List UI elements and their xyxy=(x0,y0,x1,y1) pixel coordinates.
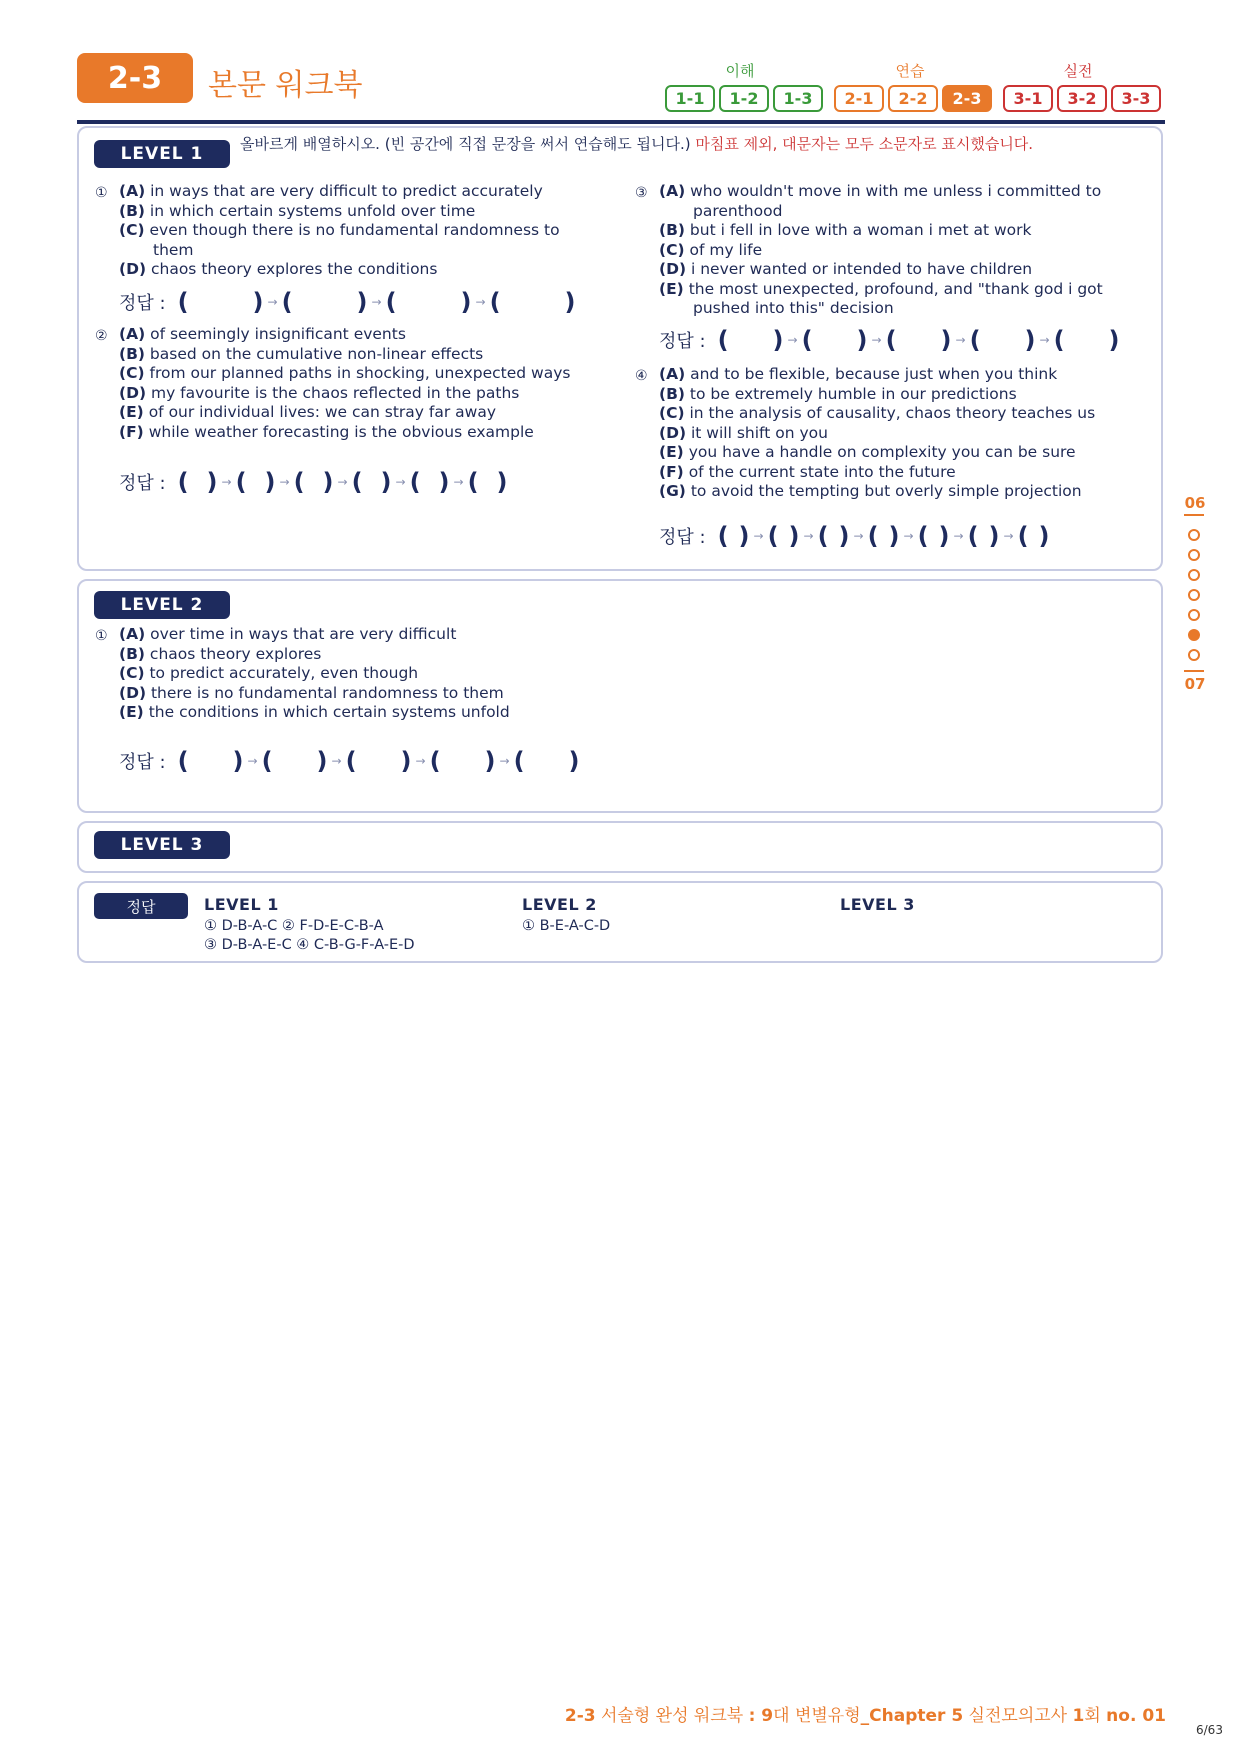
page-number: 6/63 xyxy=(1196,1723,1223,1737)
level1-question-2 xyxy=(95,325,599,442)
question-number: ① xyxy=(95,185,108,201)
instruction-text: 올바르게 배열하시오. (빈 공간에 직접 문장을 써서 연습해도 됩니다.) xyxy=(240,135,691,153)
page-title: 본문 워크북 xyxy=(208,68,363,103)
option-letter: (F) xyxy=(659,462,684,481)
option-letter: (B) xyxy=(119,644,145,663)
option-text: over time in ways that are very difficult xyxy=(150,625,457,643)
side-nav-dot[interactable] xyxy=(1188,589,1200,601)
option-letter: (D) xyxy=(659,423,687,442)
level1-label: LEVEL 1 xyxy=(94,140,230,168)
option-letter: (B) xyxy=(119,344,145,363)
level2-q1-answer-row[interactable]: 정답 : ( ) → ( ) → ( ) → ( ) → ( ) xyxy=(119,747,580,775)
option-letter: (D) xyxy=(119,383,147,402)
level2-label: LEVEL 2 xyxy=(94,591,230,619)
tab-1-2[interactable]: 1-2 xyxy=(719,85,769,112)
option-text: chaos theory explores the conditions xyxy=(150,260,438,278)
footer-number: no. 01 xyxy=(1106,1706,1166,1726)
tab-3-3[interactable]: 3-3 xyxy=(1111,85,1161,112)
group-label-real: 실전 xyxy=(1063,62,1093,80)
option-text: to predict accurately, even though xyxy=(149,664,419,682)
level1-panel xyxy=(77,126,1163,571)
option-letter: (E) xyxy=(119,403,144,421)
level1-q3-answer-row[interactable]: 정답 : ( ) → ( ) → ( ) → ( ) → ( ) xyxy=(659,326,1120,354)
group-label-practice: 연습 xyxy=(895,62,925,80)
option-letter: (D) xyxy=(119,260,147,278)
side-nav-top-rule xyxy=(1184,514,1204,516)
answer-label: 정답 : xyxy=(119,473,166,494)
answer-label: 정답 : xyxy=(659,527,706,548)
footer-text: : 9 xyxy=(748,1706,774,1726)
option-text: of seemingly insignificant events xyxy=(150,325,406,343)
question-number: ① xyxy=(95,628,108,644)
instruction-note: 마침표 제외, 대문자는 모두 소문자로 표시했습니다. xyxy=(690,135,1034,153)
level1-q1-answer-row[interactable]: 정답 : ( ) → ( ) → ( ) → ( ) xyxy=(119,288,576,316)
tab-2-2[interactable]: 2-2 xyxy=(888,85,938,112)
side-nav-dot[interactable] xyxy=(1188,549,1200,561)
option-text: who wouldn't move in with me unless i committed to parenthood xyxy=(690,182,1102,220)
answer-key-level1-line2: ③ D-B-A-E-C ④ C-B-G-F-A-E-D xyxy=(204,937,415,953)
option-text: to be extremely humble in our predictions xyxy=(689,384,1017,403)
option-text: i never wanted or intended to have children xyxy=(690,260,1033,278)
option-letter: (C) xyxy=(659,240,685,259)
option-text: it will shift on you xyxy=(690,423,828,442)
answer-key-level2-line1: ① B-E-A-C-D xyxy=(522,918,611,934)
tab-1-1[interactable]: 1-1 xyxy=(665,85,715,112)
question-number: ② xyxy=(95,328,108,344)
side-nav-dot[interactable] xyxy=(1188,569,1200,581)
answer-key-level1-heading: LEVEL 1 xyxy=(204,895,279,914)
option-letter: (B) xyxy=(659,221,685,239)
answer-key-level1-line1: ① D-B-A-C ② F-D-E-C-B-A xyxy=(204,918,384,934)
level2-panel xyxy=(77,579,1163,813)
option-text: even though there is no fundamental randomness to them xyxy=(149,221,560,259)
answer-key-panel xyxy=(77,881,1163,963)
option-text: but i fell in love with a woman i met at work xyxy=(689,221,1032,239)
option-text: while weather forecasting is the obvious example xyxy=(148,422,534,441)
option-letter: (A) xyxy=(659,365,686,383)
question-number: ③ xyxy=(635,185,648,201)
tab-2-1[interactable]: 2-1 xyxy=(834,85,884,112)
header-divider xyxy=(77,120,1165,124)
tab-1-3[interactable]: 1-3 xyxy=(773,85,823,112)
level1-question-1 xyxy=(95,182,599,280)
side-nav-bottom-number[interactable]: 07 xyxy=(1184,675,1206,693)
group-label-understand: 이해 xyxy=(725,62,755,80)
level3-panel xyxy=(77,821,1163,873)
tab-2-3[interactable]: 2-3 xyxy=(942,85,992,112)
option-letter: (D) xyxy=(119,683,147,702)
answer-label: 정답 : xyxy=(119,293,166,314)
footer-title xyxy=(565,1701,1166,1726)
option-text: in the analysis of causality, chaos theory teaches us xyxy=(689,404,1096,422)
answer-label: 정답 : xyxy=(659,331,706,352)
footer-text: 대 변별유형 xyxy=(773,1706,861,1726)
tab-3-2[interactable]: 3-2 xyxy=(1057,85,1107,112)
tab-3-1[interactable]: 3-1 xyxy=(1003,85,1053,112)
level3-label: LEVEL 3 xyxy=(94,831,230,859)
option-letter: (A) xyxy=(659,182,686,200)
footer-text: 회 xyxy=(1084,1706,1107,1726)
answer-key-level2-heading: LEVEL 2 xyxy=(522,895,597,914)
option-letter: (C) xyxy=(659,404,685,422)
option-text: the conditions in which certain systems unfold xyxy=(148,703,510,721)
option-text: to avoid the tempting but overly simple projection xyxy=(690,482,1082,500)
answer-key-tag: 정답 xyxy=(94,893,188,919)
option-letter: (F) xyxy=(119,422,144,441)
option-text: there is no fundamental randomness to them xyxy=(150,683,504,702)
section-badge: 2-3 xyxy=(77,53,193,103)
footer-text: 서술형 완성 워크북 xyxy=(595,1706,749,1726)
option-text: of our individual lives: we can stray far away xyxy=(148,403,497,421)
level1-question-4 xyxy=(635,365,1129,502)
level2-question-1 xyxy=(95,625,719,723)
option-text: of my life xyxy=(689,240,763,259)
option-text: the most unexpected, profound, and "thank god i got pushed into this" decision xyxy=(688,279,1103,317)
option-letter: (D) xyxy=(659,260,687,278)
question-number: ④ xyxy=(635,368,648,384)
option-text: from our planned paths in shocking, unexpected ways xyxy=(149,364,571,382)
option-letter: (C) xyxy=(119,664,145,682)
side-nav-dot[interactable] xyxy=(1188,609,1200,621)
option-text: and to be flexible, because just when you think xyxy=(690,365,1058,383)
option-text: in ways that are very difficult to predict accurately xyxy=(150,182,543,200)
option-text: chaos theory explores xyxy=(149,644,322,663)
answer-label: 정답 : xyxy=(119,752,166,773)
option-letter: (C) xyxy=(119,221,145,239)
option-letter: (A) xyxy=(119,625,146,643)
footer-chapter: _Chapter 5 xyxy=(860,1706,964,1726)
option-letter: (C) xyxy=(119,364,145,382)
option-letter: (E) xyxy=(119,703,144,721)
option-text: my favourite is the chaos reflected in the paths xyxy=(150,383,520,402)
option-letter: (E) xyxy=(659,279,684,298)
option-text: you have a handle on complexity you can be sure xyxy=(688,443,1076,461)
option-text: in which certain systems unfold over time xyxy=(149,201,476,220)
side-nav-top-number[interactable]: 06 xyxy=(1184,494,1206,512)
option-letter: (G) xyxy=(659,482,686,500)
option-letter: (E) xyxy=(659,443,684,461)
option-letter: (A) xyxy=(119,325,146,343)
footer-section: 2-3 xyxy=(564,1706,596,1726)
side-nav-dot[interactable] xyxy=(1188,529,1200,541)
level1-question-3 xyxy=(635,182,1129,319)
side-nav-bottom-rule xyxy=(1184,670,1204,672)
level1-q4-answer-row[interactable]: 정답 : ( ) → ( ) → ( ) → ( ) → ( ) → ( ) → ( ) xyxy=(659,522,1050,550)
level1-instruction xyxy=(240,134,1140,154)
level1-q2-answer-row[interactable]: 정답 : ( ) → ( ) → ( ) → ( ) → ( ) → ( ) xyxy=(119,468,508,496)
answer-key-level3-heading: LEVEL 3 xyxy=(840,895,915,914)
side-nav-dot-active[interactable] xyxy=(1188,629,1200,641)
option-letter: (B) xyxy=(659,384,685,403)
option-letter: (B) xyxy=(119,201,145,220)
option-text: of the current state into the future xyxy=(688,462,956,481)
option-letter: (A) xyxy=(119,182,146,200)
side-nav-dot[interactable] xyxy=(1188,649,1200,661)
option-text: based on the cumulative non-linear effects xyxy=(149,344,484,363)
footer-text: 실전모의고사 xyxy=(963,1706,1073,1726)
footer-text: 1 xyxy=(1072,1706,1085,1726)
